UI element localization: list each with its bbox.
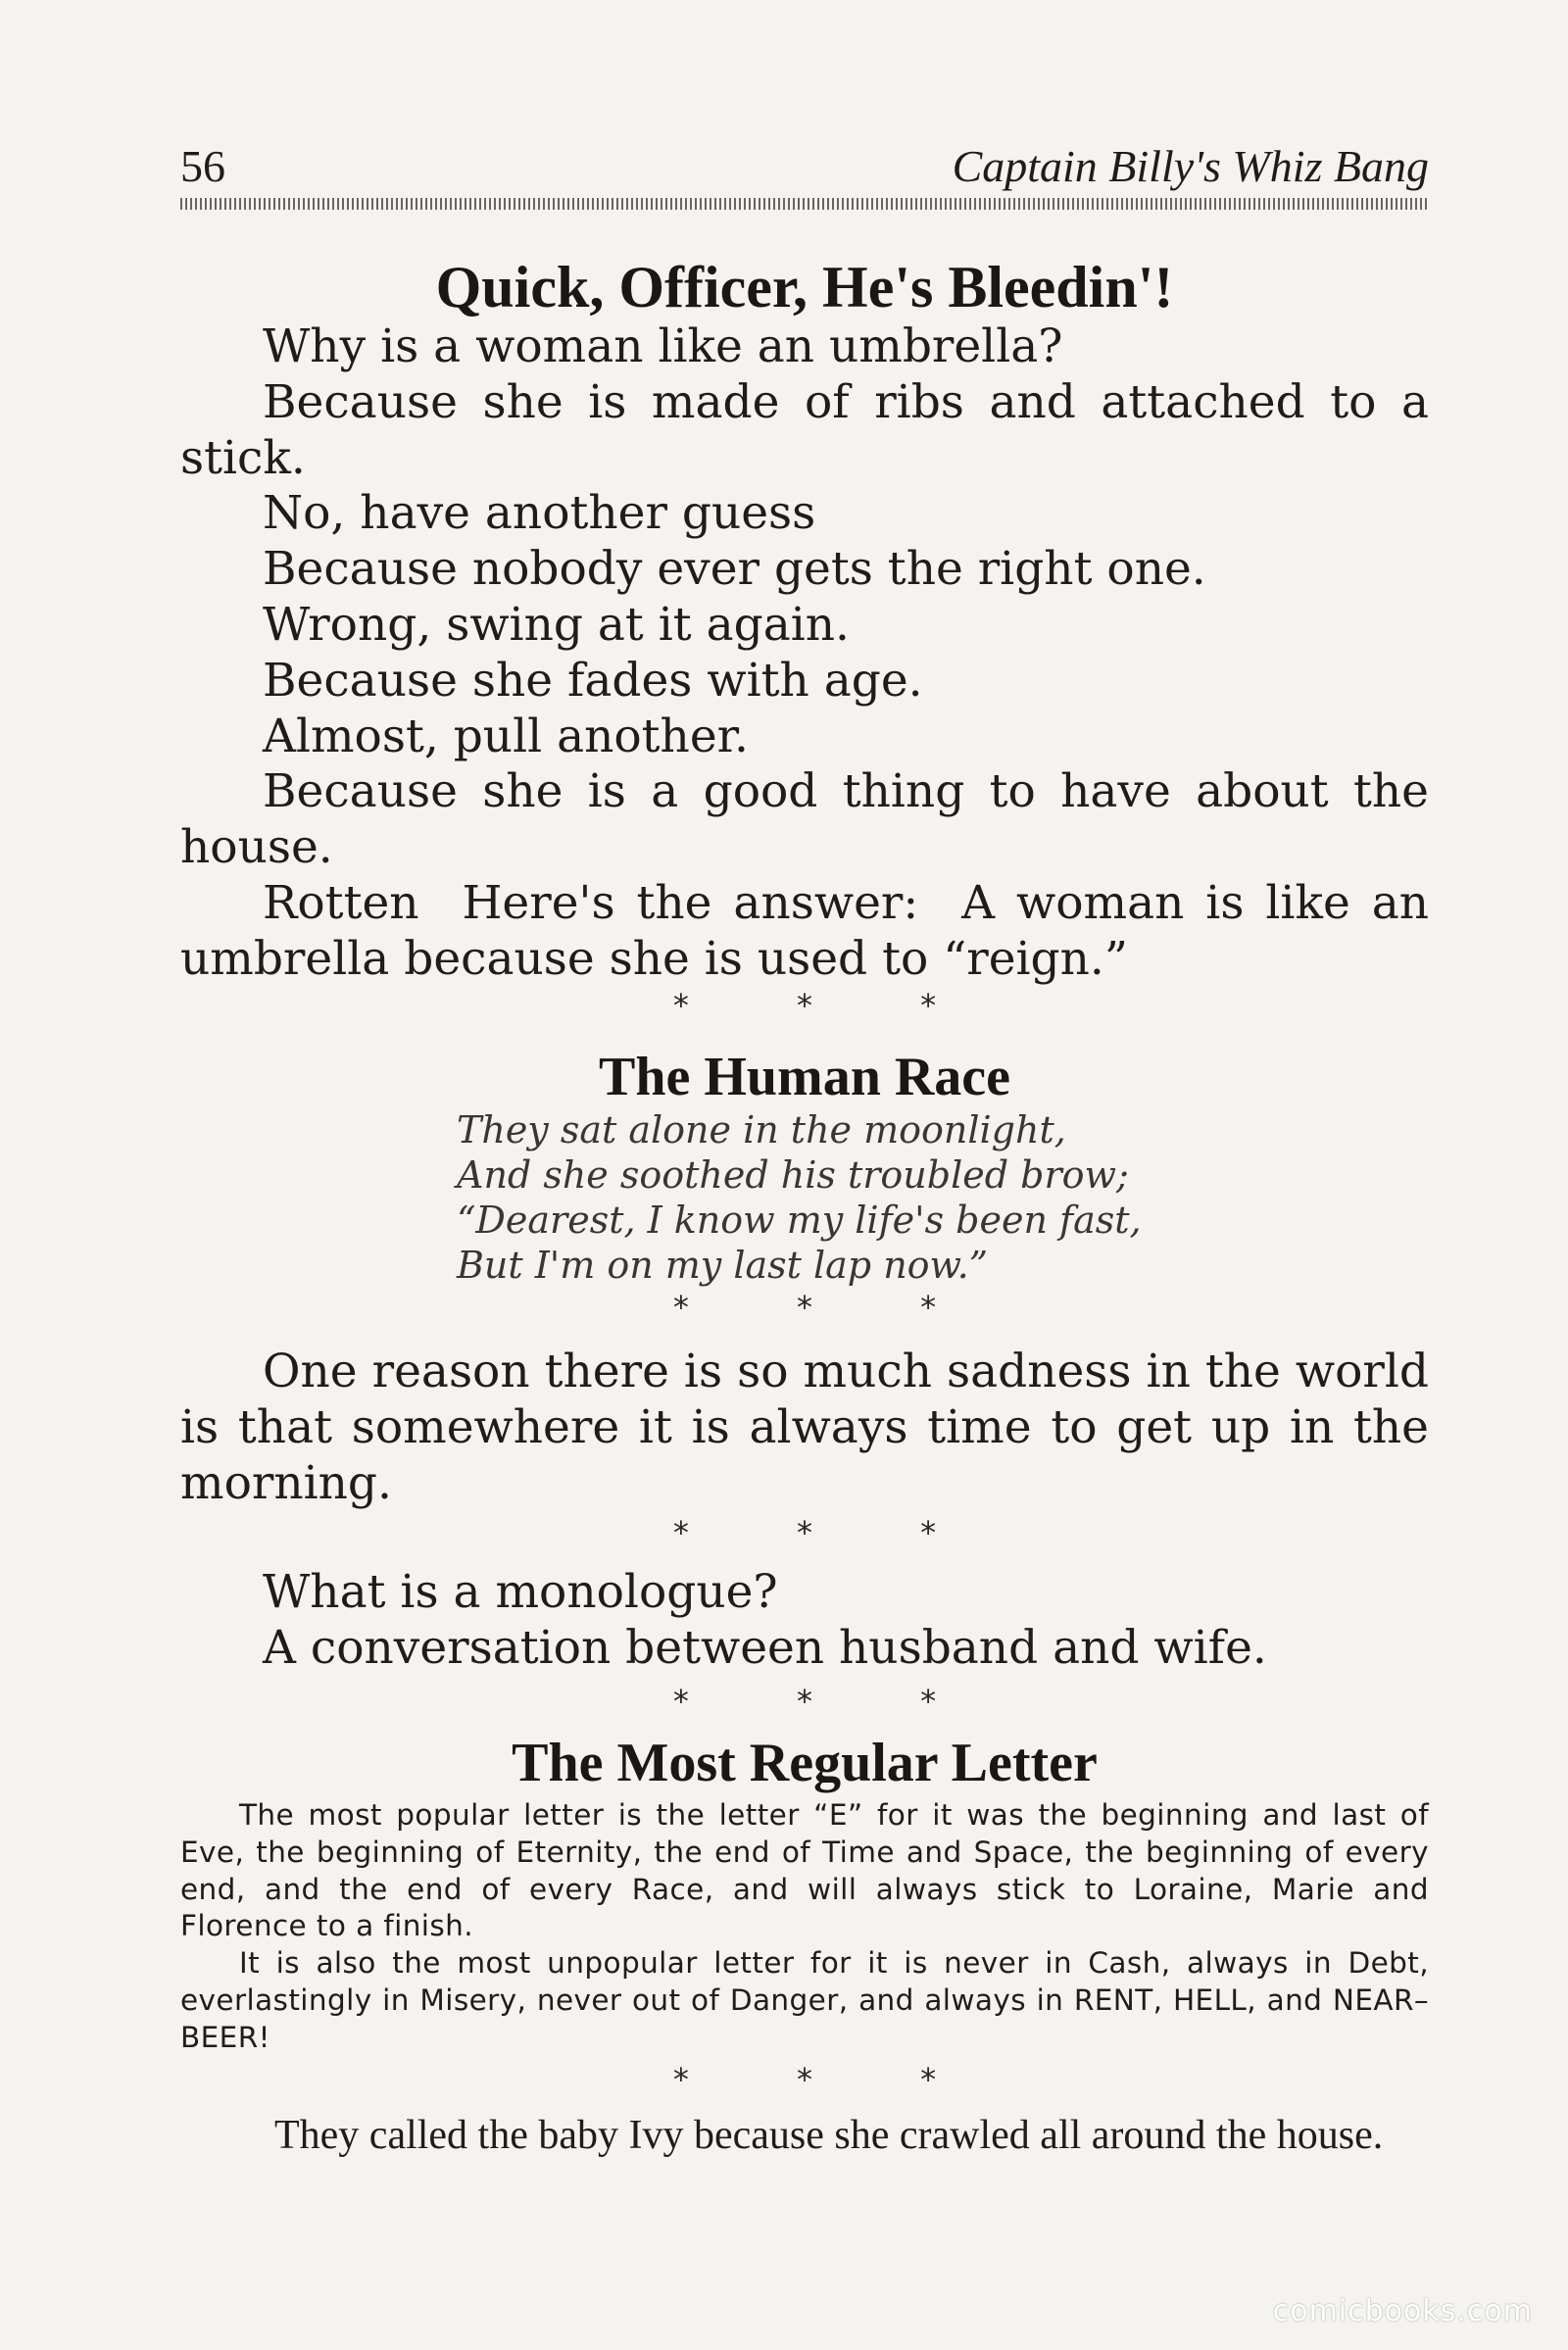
page-number: 56 [180,141,225,191]
joke-line: Rotten Here's the answer: A woman is like an umbrella because she is used to “reign.” [180,875,1444,986]
poem-line: They sat alone in the moonlight, [457,1108,1066,1151]
content-column [180,0,1444,2350]
section-separator: * * * [672,2061,986,2098]
section-separator: * * * [672,987,986,1024]
sadness-joke [180,1345,1429,1511]
poem [457,1107,1142,1288]
joke-line: Why is a woman like an umbrella? [263,319,1063,373]
joke-line: Wrong, swing at it again. [263,597,850,652]
poem-title-human-race: The Human Race [599,1047,1010,1107]
poem-line: And she soothed his troubled brow; [457,1153,1129,1197]
poem-line: But I'm on my last lap now.” [457,1244,989,1287]
joke-paragraph: One reason there is so much sadness in the world is that somewhere it is always time to get up in the morning. [180,1345,1429,1510]
section-separator: * * * [672,1289,986,1326]
joke-line: Because she is made of ribs and attached to a stick. [180,374,1429,485]
article-title-regular-letter: The Most Regular Letter [512,1733,1098,1793]
umbrella-joke [180,319,1444,988]
joke-line: Because nobody ever gets the right one. [263,542,1206,597]
joke-line: Because she fades with age. [263,653,923,708]
joke-title-bleedin: Quick, Officer, He's Bleedin'! [435,255,1174,319]
publication-title: Captain Billy's Whiz Bang [952,141,1429,191]
monologue-joke [180,1565,1429,1677]
section-separator: * * * [672,1683,986,1720]
joke-line: No, have another guess [263,486,816,541]
joke-answer: A conversation between husband and wife. [263,1620,1267,1675]
joke-line: Almost, pull another. [263,709,749,763]
joke-question: What is a monologue? [263,1565,778,1619]
article-paragraph: The most popular letter is the letter “E” for it was the beginning and last of Eve, the beginning of Eternity, the end of Time and Space, the beginning of every end, and the end of every Race, and will always stick to Loraine, Marie and Florence to a finish. [180,1798,1429,1943]
ivy-joke: They called the baby Ivy because she crawled all around the house. [274,2113,1384,2158]
section-separator: * * * [672,1514,986,1551]
poem-line: “Dearest, I know my life's been fast, [457,1199,1142,1242]
regular-letter-text [180,1797,1429,2057]
watermark: comicbooks.com [1272,2294,1533,2328]
article-paragraph: It is also the most unpopular letter for it is never in Cash, always in Debt, everlastingly in Misery, never out of Danger, and always in RENT, HELL, and NEAR–BEER! [180,1946,1429,2054]
joke-line: Because she is a good thing to have about the house. [180,764,1429,875]
